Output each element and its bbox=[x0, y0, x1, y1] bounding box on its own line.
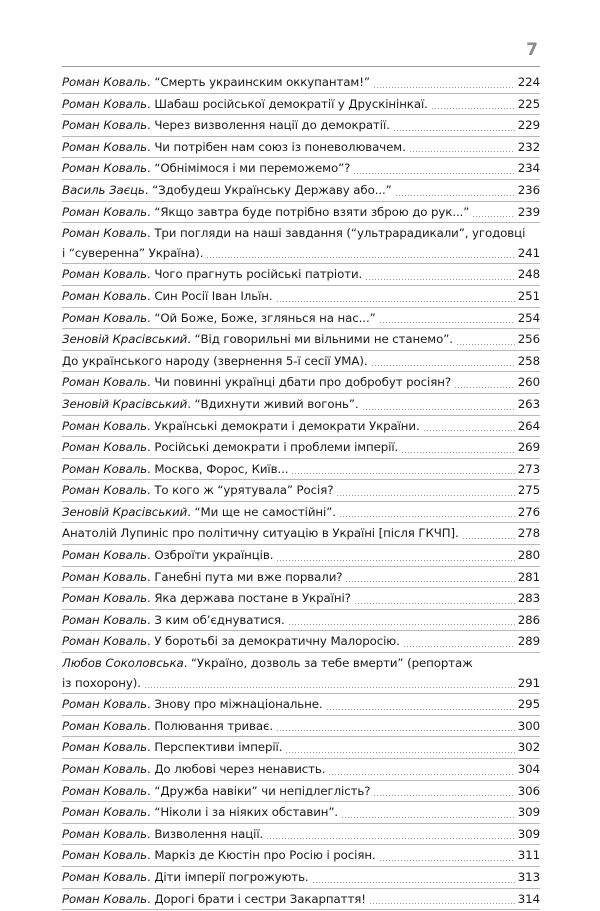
toc-entry-page: 306 bbox=[517, 783, 540, 798]
row-divider bbox=[62, 909, 540, 910]
toc-entry-title: Чи повинні українці дбати про добробут росіян? bbox=[154, 375, 451, 390]
toc-entry-title: Озброїти українців. bbox=[154, 548, 274, 563]
dot-leader bbox=[462, 538, 515, 539]
row-divider bbox=[62, 136, 540, 137]
toc-entry-author: Роман Коваль bbox=[62, 783, 147, 798]
toc-entry-title: Яка держава постане в Україні? bbox=[154, 591, 351, 606]
toc-entry-text: Роман Коваль. Чи повинні українці дбати про добробут росіян? bbox=[62, 375, 451, 390]
toc-entry-title: Знову про міжнаціональне. bbox=[154, 697, 323, 712]
toc-entry-text: Роман Коваль. Озброїти українців. bbox=[62, 548, 274, 563]
row-divider bbox=[62, 587, 540, 588]
toc-entry bbox=[62, 309, 540, 329]
toc-entry-text: Роман Коваль. Москва, Форос, Київ... bbox=[62, 461, 289, 476]
row-divider bbox=[62, 201, 540, 202]
row-divider bbox=[62, 780, 540, 781]
toc-entry bbox=[62, 116, 540, 136]
toc-entry-title: Через визволення нації до демократії. bbox=[154, 118, 390, 133]
toc-entry-author: Роман Коваль bbox=[62, 740, 147, 755]
toc-entry-text: Роман Коваль. Маркіз де Кюстін про Росію і росіян. bbox=[62, 848, 376, 863]
toc-entry-text: Роман Коваль. Три погляди на наші завдання (“ультрарадикали”, угодовці bbox=[62, 226, 526, 241]
row-divider bbox=[62, 801, 540, 802]
toc-entry-title: “Якщо завтра буде потрібно взяти зброю до рук...” bbox=[154, 204, 470, 219]
toc-entry-page: 291 bbox=[517, 675, 540, 690]
toc-entry-text: Роман Коваль. То кого ж “урятувала” Росія? bbox=[62, 483, 334, 498]
toc-entry-title: Перспективи імперії. bbox=[154, 740, 283, 755]
toc-entry-text: Роман Коваль. Син Росії Іван Ільїн. bbox=[62, 288, 273, 303]
toc-entry-text: Василь Заєць. “Здобудеш Українську Державу або...” bbox=[62, 182, 392, 197]
row-divider bbox=[62, 758, 540, 759]
toc-entry-author: Роман Коваль bbox=[62, 891, 147, 906]
row-divider bbox=[62, 715, 540, 716]
toc-entry-page: 309 bbox=[517, 805, 540, 820]
toc-entry-author: Роман Коваль bbox=[62, 267, 147, 282]
row-divider bbox=[62, 393, 540, 394]
dot-leader bbox=[423, 430, 515, 431]
toc-entry-title: із похорону). bbox=[62, 675, 141, 690]
dot-leader bbox=[369, 903, 515, 904]
toc-entry bbox=[62, 203, 540, 223]
dot-leader bbox=[339, 516, 515, 517]
toc-entry-title: Дорогі брати і сестри Закарпаття! bbox=[154, 891, 366, 906]
dot-leader bbox=[312, 882, 515, 883]
page-number: 7 bbox=[526, 40, 538, 60]
toc-entry-title: Три погляди на наші завдання (“ультрарадикали”, угодовці bbox=[154, 226, 526, 241]
toc-entry-author: Роман Коваль bbox=[62, 418, 147, 433]
toc-entry-title: “Дружба навіки” чи непідлеглість? bbox=[154, 783, 371, 798]
toc-entry-text: Роман Коваль. “Якщо завтра буде потрібно взяти зброю до рук...” bbox=[62, 204, 470, 219]
toc-entry-text: Роман Коваль. З ким об’єднуватися. bbox=[62, 612, 285, 627]
toc-entry-text: Роман Коваль. У боротьбі за демократичну Малоросію. bbox=[62, 634, 400, 649]
row-divider bbox=[62, 652, 540, 653]
toc-entry-page: 239 bbox=[517, 204, 540, 219]
dot-leader bbox=[354, 603, 515, 604]
dot-leader bbox=[206, 257, 514, 258]
toc-entry-text: Зеновій Красівський. “Вдихнути живий вогонь”. bbox=[62, 396, 359, 411]
toc-entry-page: 248 bbox=[517, 267, 540, 282]
dot-leader bbox=[285, 752, 514, 753]
toc-entry-title: і “суверенна” Україна). bbox=[62, 245, 204, 260]
toc-entry-author: Роман Коваль bbox=[62, 440, 147, 455]
toc-entry-page: 260 bbox=[517, 375, 540, 390]
toc-entry bbox=[62, 481, 540, 501]
toc-entry bbox=[62, 846, 540, 866]
dot-leader bbox=[326, 709, 515, 710]
toc-entry-text: Роман Коваль. Українські демократи і демократи України. bbox=[62, 418, 420, 433]
toc-entry-author: Роман Коваль bbox=[62, 805, 147, 820]
toc-entry-page: 313 bbox=[517, 869, 540, 884]
row-divider bbox=[62, 693, 540, 694]
toc-entry-text bbox=[62, 674, 141, 694]
toc-entry bbox=[62, 395, 540, 415]
toc-entry-author: Роман Коваль bbox=[62, 461, 147, 476]
toc-entry-title: Українські демократи і демократи України. bbox=[154, 418, 420, 433]
toc-entry-text: Роман Коваль. “Обнімімося і ми переможемо”? bbox=[62, 161, 351, 176]
row-divider bbox=[62, 371, 540, 372]
toc-entry-author: Зеновій Красівський bbox=[62, 332, 188, 347]
dot-leader bbox=[328, 774, 514, 775]
toc-entry bbox=[62, 868, 540, 888]
toc-entry-page: 224 bbox=[517, 75, 540, 89]
toc-entry bbox=[62, 460, 540, 480]
dot-leader bbox=[276, 301, 515, 302]
toc-entry-author: Роман Коваль bbox=[62, 375, 147, 390]
toc-entry-text: Роман Коваль. “Ой Боже, Боже, зглянься на нас...” bbox=[62, 310, 376, 325]
row-divider bbox=[62, 436, 540, 437]
toc-entry bbox=[62, 287, 540, 307]
table-of-contents bbox=[62, 73, 540, 911]
toc-entry-page: 234 bbox=[517, 161, 540, 176]
toc-entry-title: “Обнімімося і ми переможемо”? bbox=[154, 161, 351, 176]
dot-leader bbox=[373, 87, 515, 88]
dot-leader bbox=[409, 151, 515, 152]
toc-entry-text: Роман Коваль. Ганебні пута ми вже порвали? bbox=[62, 569, 343, 584]
toc-entry-author: Роман Коваль bbox=[62, 569, 147, 584]
toc-entry-title: До українського народу (звернення 5-ї сесії УМА). bbox=[62, 353, 368, 368]
dot-leader bbox=[371, 365, 515, 366]
row-divider bbox=[62, 501, 540, 502]
row-divider bbox=[62, 157, 540, 158]
toc-entry-text: Роман Коваль. Російські демократи і проблеми імперії. bbox=[62, 440, 399, 455]
toc-entry-text: Роман Коваль. “Ніколи і за ніяких обставин”. bbox=[62, 805, 339, 820]
toc-entry-text: Роман Коваль. Знову про міжнаціональне. bbox=[62, 697, 323, 712]
dot-leader bbox=[395, 195, 515, 196]
toc-entry-author: Роман Коваль bbox=[62, 310, 147, 325]
toc-entry-page: 258 bbox=[517, 353, 540, 368]
toc-entry-page: 251 bbox=[517, 288, 540, 303]
row-divider bbox=[62, 222, 540, 223]
row-divider bbox=[62, 888, 540, 889]
dot-leader bbox=[288, 624, 515, 625]
toc-entry-title: Син Росії Іван Ільїн. bbox=[154, 288, 273, 303]
toc-entry-page: 289 bbox=[517, 634, 540, 649]
toc-entry-text: Роман Коваль. Чи потрібен нам союз із поневолювачем. bbox=[62, 139, 406, 154]
dot-leader bbox=[341, 817, 515, 818]
toc-entry-author: Роман Коваль bbox=[62, 75, 147, 89]
header-rule bbox=[62, 66, 540, 67]
dot-leader bbox=[345, 581, 514, 582]
dot-leader bbox=[144, 687, 515, 688]
row-divider bbox=[62, 263, 540, 264]
toc-entry bbox=[62, 417, 540, 437]
dot-leader bbox=[456, 344, 515, 345]
toc-entry-author: Зеновій Красівський bbox=[62, 504, 188, 519]
toc-entry bbox=[62, 782, 540, 802]
toc-entry-page: 278 bbox=[517, 526, 540, 541]
dot-leader bbox=[379, 860, 515, 861]
toc-entry-text bbox=[62, 524, 459, 544]
toc-entry bbox=[62, 181, 540, 201]
toc-entry bbox=[62, 503, 540, 523]
toc-entry-author: Роман Коваль bbox=[62, 226, 147, 241]
row-divider bbox=[62, 630, 540, 631]
row-divider bbox=[62, 179, 540, 180]
toc-entry-author: Роман Коваль bbox=[62, 96, 147, 111]
toc-entry-title: “Вдихнути живий вогонь”. bbox=[194, 396, 359, 411]
toc-entry bbox=[62, 546, 540, 566]
toc-entry-page: 304 bbox=[517, 762, 540, 776]
toc-entry bbox=[62, 373, 540, 393]
toc-entry bbox=[62, 438, 540, 458]
toc-entry-author: Роман Коваль bbox=[62, 848, 147, 863]
dot-leader bbox=[276, 560, 514, 561]
toc-entry bbox=[62, 352, 540, 372]
toc-entry-page: 254 bbox=[517, 310, 540, 325]
toc-entry-page: 280 bbox=[517, 548, 540, 563]
toc-entry bbox=[62, 632, 540, 652]
toc-entry-title: З ким об’єднуватися. bbox=[154, 612, 285, 627]
toc-entry bbox=[62, 159, 540, 179]
toc-entry-text: Любов Соколовська. “Україно, дозволь за тебе вмерти” (репортаж bbox=[62, 656, 473, 671]
toc-entry-author: Роман Коваль bbox=[62, 591, 147, 606]
dot-leader bbox=[454, 387, 515, 388]
toc-entry-author: Роман Коваль bbox=[62, 826, 147, 841]
toc-entry-text bbox=[62, 244, 203, 264]
toc-entry-text: Роман Коваль. Яка держава постане в Україні? bbox=[62, 591, 351, 606]
toc-entry bbox=[62, 717, 540, 737]
toc-entry-page: 269 bbox=[517, 440, 540, 455]
toc-entry-page: 232 bbox=[517, 139, 540, 154]
toc-entry-author: Зеновій Красівський bbox=[62, 396, 188, 411]
row-divider bbox=[62, 93, 540, 94]
toc-entry-author: Роман Коваль bbox=[62, 548, 147, 563]
row-divider bbox=[62, 736, 540, 737]
toc-entry bbox=[62, 890, 540, 910]
toc-entry-page: 295 bbox=[517, 697, 540, 712]
toc-entry-title: Діти імперії погрожують. bbox=[154, 869, 309, 884]
toc-entry bbox=[62, 654, 540, 693]
toc-entry-page: 264 bbox=[517, 418, 540, 433]
toc-entry bbox=[62, 695, 540, 715]
toc-entry-text: Роман Коваль. Шабаш російської демократії у Друскінінкаї. bbox=[62, 96, 428, 111]
toc-entry-page: 236 bbox=[517, 182, 540, 197]
toc-entry-text: Роман Коваль. Чого прагнуть російські патріоти. bbox=[62, 267, 363, 282]
toc-entry-title: “Ми ще не самостійні”. bbox=[194, 504, 336, 519]
toc-entry-page: 256 bbox=[517, 332, 540, 347]
toc-entry-page: 309 bbox=[517, 826, 540, 841]
toc-entry-title: Російські демократи і проблеми імперії. bbox=[154, 440, 399, 455]
toc-entry-text: Роман Коваль. До любові через ненависть. bbox=[62, 762, 326, 776]
toc-entry-title: Анатолій Лупиніс про політичну ситуацію в Україні [після ГКЧП]. bbox=[62, 526, 459, 541]
dot-leader bbox=[403, 646, 515, 647]
row-divider bbox=[62, 285, 540, 286]
toc-entry bbox=[62, 73, 540, 93]
toc-entry-page: 302 bbox=[517, 740, 540, 755]
toc-entry-title: Чого прагнуть російські патріоти. bbox=[154, 267, 363, 282]
row-divider bbox=[62, 823, 540, 824]
toc-entry-author: Любов Соколовська bbox=[62, 656, 184, 671]
toc-entry-author: Роман Коваль bbox=[62, 288, 147, 303]
toc-entry bbox=[62, 589, 540, 609]
toc-entry-text bbox=[62, 352, 368, 372]
toc-entry-author: Роман Коваль bbox=[62, 161, 147, 176]
toc-entry-author: Роман Коваль bbox=[62, 483, 147, 498]
toc-entry-author: Василь Заєць bbox=[62, 182, 145, 197]
toc-entry bbox=[62, 95, 540, 115]
toc-entry-title: Москва, Форос, Київ... bbox=[154, 461, 289, 476]
dot-leader bbox=[336, 495, 514, 496]
toc-entry-title: “Від говорильні ми вільними не станемо”. bbox=[194, 332, 453, 347]
toc-entry-title: То кого ж “урятувала” Росія? bbox=[154, 483, 334, 498]
dot-leader bbox=[365, 279, 515, 280]
toc-entry-author: Роман Коваль bbox=[62, 697, 147, 712]
toc-entry-page: 311 bbox=[517, 848, 540, 863]
toc-entry-title: “Україно, дозволь за тебе вмерти” (репортаж bbox=[190, 656, 473, 671]
toc-entry-text: Роман Коваль. Дорогі брати і сестри Закарпаття! bbox=[62, 891, 366, 906]
dot-leader bbox=[266, 838, 515, 839]
toc-entry-text: Зеновій Красівський. “Від говорильні ми вільними не станемо”. bbox=[62, 332, 453, 347]
toc-entry bbox=[62, 265, 540, 285]
toc-entry bbox=[62, 825, 540, 845]
toc-entry-title: До любові через ненависть. bbox=[154, 762, 326, 776]
toc-entry-page: 314 bbox=[517, 891, 540, 906]
toc-entry-page: 276 bbox=[517, 504, 540, 519]
toc-entry-page: 225 bbox=[517, 96, 540, 111]
row-divider bbox=[62, 544, 540, 545]
toc-entry-text: Роман Коваль. Діти імперії погрожують. bbox=[62, 869, 309, 884]
toc-entry-text: Роман Коваль. “Смерть украинским оккупантам!” bbox=[62, 75, 370, 89]
row-divider bbox=[62, 328, 540, 329]
row-divider bbox=[62, 415, 540, 416]
toc-entry-text: Роман Коваль. Визволення нації. bbox=[62, 826, 264, 841]
toc-entry-author: Роман Коваль bbox=[62, 634, 147, 649]
toc-entry-author: Роман Коваль bbox=[62, 204, 147, 219]
toc-entry bbox=[62, 224, 540, 263]
row-divider bbox=[62, 866, 540, 867]
row-divider bbox=[62, 307, 540, 308]
toc-entry-title: Ганебні пута ми вже порвали? bbox=[154, 569, 343, 584]
dot-leader bbox=[379, 322, 515, 323]
toc-entry-text: Зеновій Красівський. “Ми ще не самостійні”. bbox=[62, 504, 336, 519]
toc-entry-author: Роман Коваль bbox=[62, 612, 147, 627]
toc-entry bbox=[62, 568, 540, 588]
toc-entry-author: Роман Коваль bbox=[62, 718, 147, 733]
row-divider bbox=[62, 458, 540, 459]
row-divider bbox=[62, 609, 540, 610]
dot-leader bbox=[276, 730, 515, 731]
toc-entry-title: “Смерть украинским оккупантам!” bbox=[154, 75, 370, 89]
toc-entry bbox=[62, 138, 540, 158]
toc-entry-text: Роман Коваль. Перспективи імперії. bbox=[62, 740, 283, 755]
toc-entry-title: “Ой Боже, Боже, зглянься на нас...” bbox=[154, 310, 376, 325]
toc-entry bbox=[62, 330, 540, 350]
toc-entry-author: Роман Коваль bbox=[62, 869, 147, 884]
toc-entry-title: “Здобудеш Українську Державу або...” bbox=[152, 182, 392, 197]
toc-entry-title: Чи потрібен нам союз із поневолювачем. bbox=[154, 139, 406, 154]
toc-entry bbox=[62, 524, 540, 544]
toc-entry-author: Роман Коваль bbox=[62, 139, 147, 154]
toc-entry-page: 263 bbox=[517, 396, 540, 411]
toc-entry-text: Роман Коваль. Через визволення нації до демократії. bbox=[62, 118, 390, 133]
dot-leader bbox=[401, 452, 515, 453]
toc-entry-page: 273 bbox=[517, 461, 540, 476]
row-divider bbox=[62, 114, 540, 115]
toc-entry-page: 281 bbox=[517, 569, 540, 584]
toc-entry-page: 286 bbox=[517, 612, 540, 627]
dot-leader bbox=[472, 216, 514, 217]
dot-leader bbox=[362, 409, 515, 410]
toc-entry-title: Шабаш російської демократії у Друскінінкаї. bbox=[154, 96, 428, 111]
toc-entry bbox=[62, 738, 540, 758]
toc-entry-page: 241 bbox=[517, 245, 540, 260]
toc-entry-title: “Ніколи і за ніяких обставин”. bbox=[154, 805, 339, 820]
dot-leader bbox=[291, 473, 514, 474]
dot-leader bbox=[373, 795, 514, 796]
toc-entry-page: 275 bbox=[517, 483, 540, 498]
toc-entry bbox=[62, 760, 540, 780]
row-divider bbox=[62, 566, 540, 567]
row-divider bbox=[62, 479, 540, 480]
toc-entry-title: Маркіз де Кюстін про Росію і росіян. bbox=[154, 848, 376, 863]
dot-leader bbox=[431, 108, 515, 109]
toc-entry-title: У боротьбі за демократичну Малоросію. bbox=[154, 634, 400, 649]
toc-entry-author: Роман Коваль bbox=[62, 118, 147, 133]
row-divider bbox=[62, 522, 540, 523]
toc-entry-page: 283 bbox=[517, 591, 540, 606]
toc-entry-author: Роман Коваль bbox=[62, 762, 147, 776]
dot-leader bbox=[353, 173, 515, 174]
row-divider bbox=[62, 844, 540, 845]
toc-entry bbox=[62, 803, 540, 823]
toc-entry-text: Роман Коваль. “Дружба навіки” чи непідлеглість? bbox=[62, 783, 371, 798]
toc-entry-title: Полювання триває. bbox=[154, 718, 274, 733]
dot-leader bbox=[393, 130, 515, 131]
toc-entry-text: Роман Коваль. Полювання триває. bbox=[62, 718, 274, 733]
toc-entry-title: Визволення нації. bbox=[154, 826, 264, 841]
toc-entry-page: 300 bbox=[517, 718, 540, 733]
row-divider bbox=[62, 350, 540, 351]
toc-entry bbox=[62, 611, 540, 631]
toc-entry-page: 229 bbox=[517, 118, 540, 133]
